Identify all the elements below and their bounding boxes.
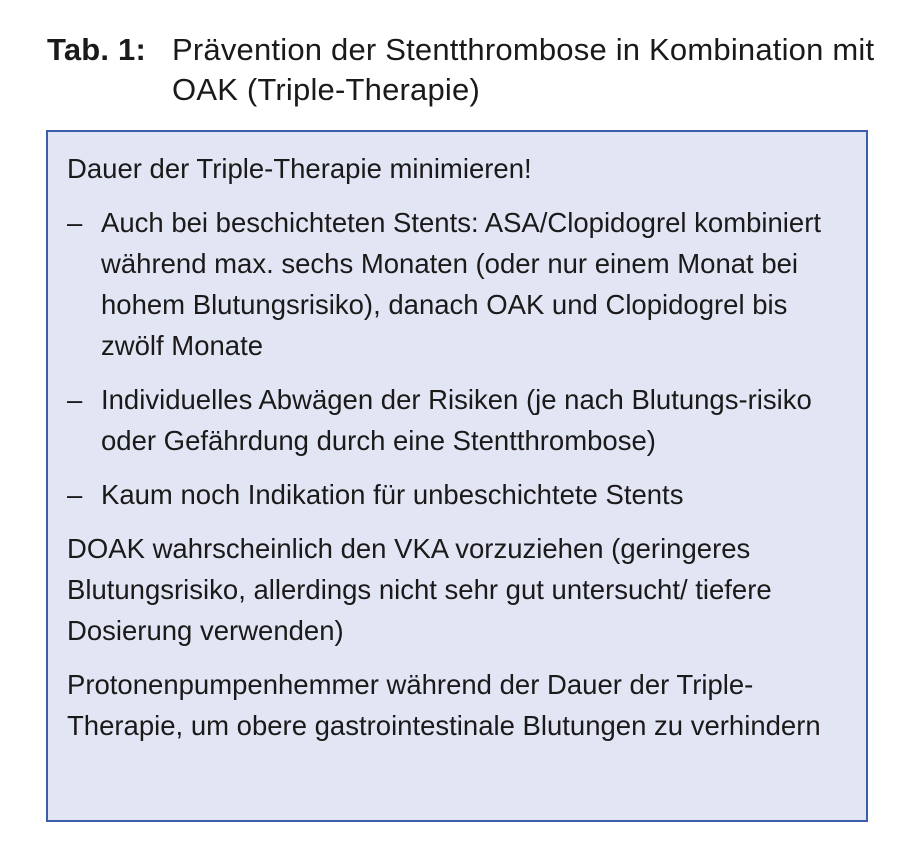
- content-box: [46, 130, 868, 822]
- table-number-label: Tab. 1:: [47, 32, 147, 67]
- list-item-text: Auch bei beschichteten Stents: ASA/Clopidogrel kombiniert während max. sechs Monaten (oder nur einem Monat bei hohem Blutungsrisiko), danach OAK und Clopidogrel bis zwölf Monate: [101, 207, 821, 361]
- list-item: [67, 474, 836, 515]
- recommendation-list: [67, 202, 836, 515]
- table-caption: [47, 30, 897, 110]
- list-item: [67, 202, 836, 366]
- list-item: [67, 379, 836, 461]
- dash-bullet-icon: –: [67, 207, 83, 238]
- dash-bullet-icon: –: [67, 384, 83, 415]
- list-item-text: Kaum noch Indikation für unbeschichtete Stents: [101, 479, 684, 510]
- doak-paragraph: DOAK wahrscheinlich den VKA vorzuziehen (geringeres Blutungsrisiko, allerdings nicht sehr gut untersucht/ tiefere Dosierung verwenden): [67, 533, 772, 646]
- ppi-paragraph: Protonenpumpenhemmer während der Dauer der Triple-Therapie, um obere gastrointestinale Blutungen zu verhindern: [67, 669, 821, 741]
- table-title: Prävention der Stentthrombose in Kombination mit OAK (Triple-Therapie): [172, 32, 875, 107]
- list-item-text: Individuelles Abwägen der Risiken (je nach Blutungs-risiko oder Gefährdung durch eine Stentthrombose): [101, 384, 812, 456]
- intro-text: Dauer der Triple-Therapie minimieren!: [67, 153, 532, 184]
- dash-bullet-icon: –: [67, 479, 83, 510]
